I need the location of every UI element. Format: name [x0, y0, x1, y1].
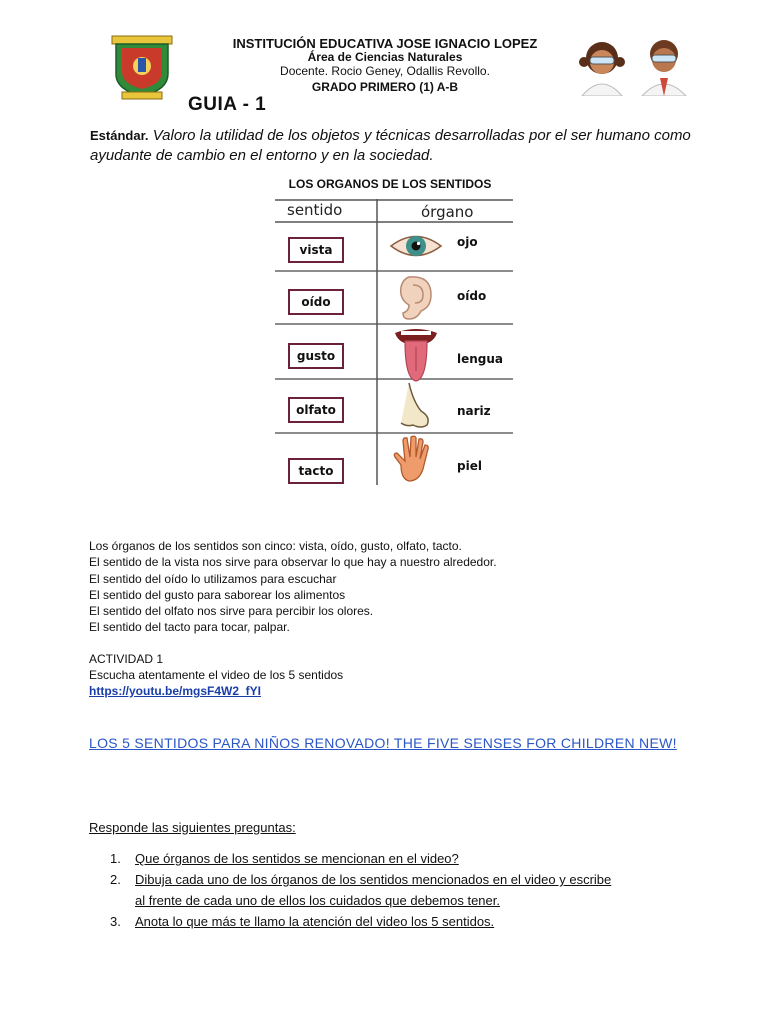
list-item — [110, 911, 710, 932]
guide-title: GUIA - 1 — [188, 94, 267, 115]
organ-label-piel: piel — [457, 459, 482, 473]
senses-table — [275, 199, 513, 485]
school-shield-logo — [108, 34, 176, 100]
senses-explanation — [89, 538, 709, 636]
paragraph-line: El sentido del oído lo utilizamos para escuchar — [89, 571, 337, 586]
organ-label-nariz: nariz — [457, 404, 491, 418]
kids-scientists-illustration — [572, 32, 700, 96]
question-text: Dibuja cada uno de los órganos de los sentidos mencionados en el video y escribe — [135, 872, 612, 887]
activity-instruction: Escucha atentamente el video de los 5 sentidos — [89, 668, 344, 682]
subject-area: Área de Ciencias Naturales — [307, 50, 463, 64]
organ-label-lengua: lengua — [457, 352, 504, 366]
question-number: 3. — [110, 914, 121, 929]
video-title-link[interactable]: LOS 5 SENTIDOS PARA NIÑOS RENOVADO! THE FIVE SENSES FOR CHILDREN NEW! — [89, 735, 677, 751]
questions-list — [110, 848, 710, 932]
nose-icon — [387, 381, 445, 431]
paragraph-line: El sentido del gusto para saborear los alimentos — [89, 587, 346, 602]
activity-title: ACTIVIDAD 1 — [89, 652, 164, 666]
table-title: LOS ORGANOS DE LOS SENTIDOS — [288, 177, 492, 191]
sense-label-tacto: tacto — [288, 458, 344, 484]
organ-label-ojo: ojo — [457, 235, 478, 249]
eye-icon — [387, 221, 445, 271]
ear-icon — [387, 273, 445, 323]
activity-section — [89, 651, 709, 699]
column-header-sense: sentido — [287, 201, 343, 219]
list-item — [110, 869, 710, 911]
paragraph-line: El sentido del olfato nos sirve para percibir los olores. — [89, 604, 374, 619]
question-text: Que órganos de los sentidos se mencionan en el video? — [135, 851, 459, 866]
paragraph-line: El sentido del tacto para tocar, palpar. — [89, 620, 290, 635]
tongue-icon — [387, 325, 445, 383]
hand-icon — [387, 435, 445, 485]
question-number: 2. — [110, 872, 121, 887]
standard-text: Valoro la utilidad de los objetos y técnicas desarrolladas por el ser humano como ayudante de cambio en el entorno y en la sociedad. — [90, 127, 691, 164]
list-item — [110, 848, 710, 869]
question-text: Anota lo que más te llamo la atención del video los 5 sentidos. — [135, 914, 495, 929]
paragraph-line: El sentido de la vista nos sirve para observar lo que hay a nuestro alrededor. — [89, 555, 497, 570]
questions-heading: Responde las siguientes preguntas: — [89, 820, 296, 835]
standard-statement — [90, 126, 710, 166]
video-url-link[interactable]: https://youtu.be/mgsF4W2_fYI — [89, 684, 262, 698]
column-header-organ: órgano — [421, 203, 474, 221]
grade-line: GRADO PRIMERO (1) A-B — [311, 80, 459, 94]
institution-name: INSTITUCIÓN EDUCATIVA JOSE IGNACIO LOPEZ — [232, 36, 538, 51]
question-text-continued: al frente de cada uno de ellos los cuidados que debemos tener. — [135, 893, 500, 908]
sense-label-gusto: gusto — [288, 343, 344, 369]
teachers-line: Docente. Rocio Geney, Odallis Revollo. — [280, 64, 490, 78]
sense-label-olfato: olfato — [288, 397, 344, 423]
organ-label-oido: oído — [457, 289, 487, 303]
question-number: 1. — [110, 851, 121, 866]
sense-label-oido: oído — [288, 289, 344, 315]
paragraph-line: Los órganos de los sentidos son cinco: vista, oído, gusto, olfato, tacto. — [89, 539, 462, 553]
standard-label: Estándar. — [90, 128, 149, 143]
sense-label-vista: vista — [288, 237, 344, 263]
